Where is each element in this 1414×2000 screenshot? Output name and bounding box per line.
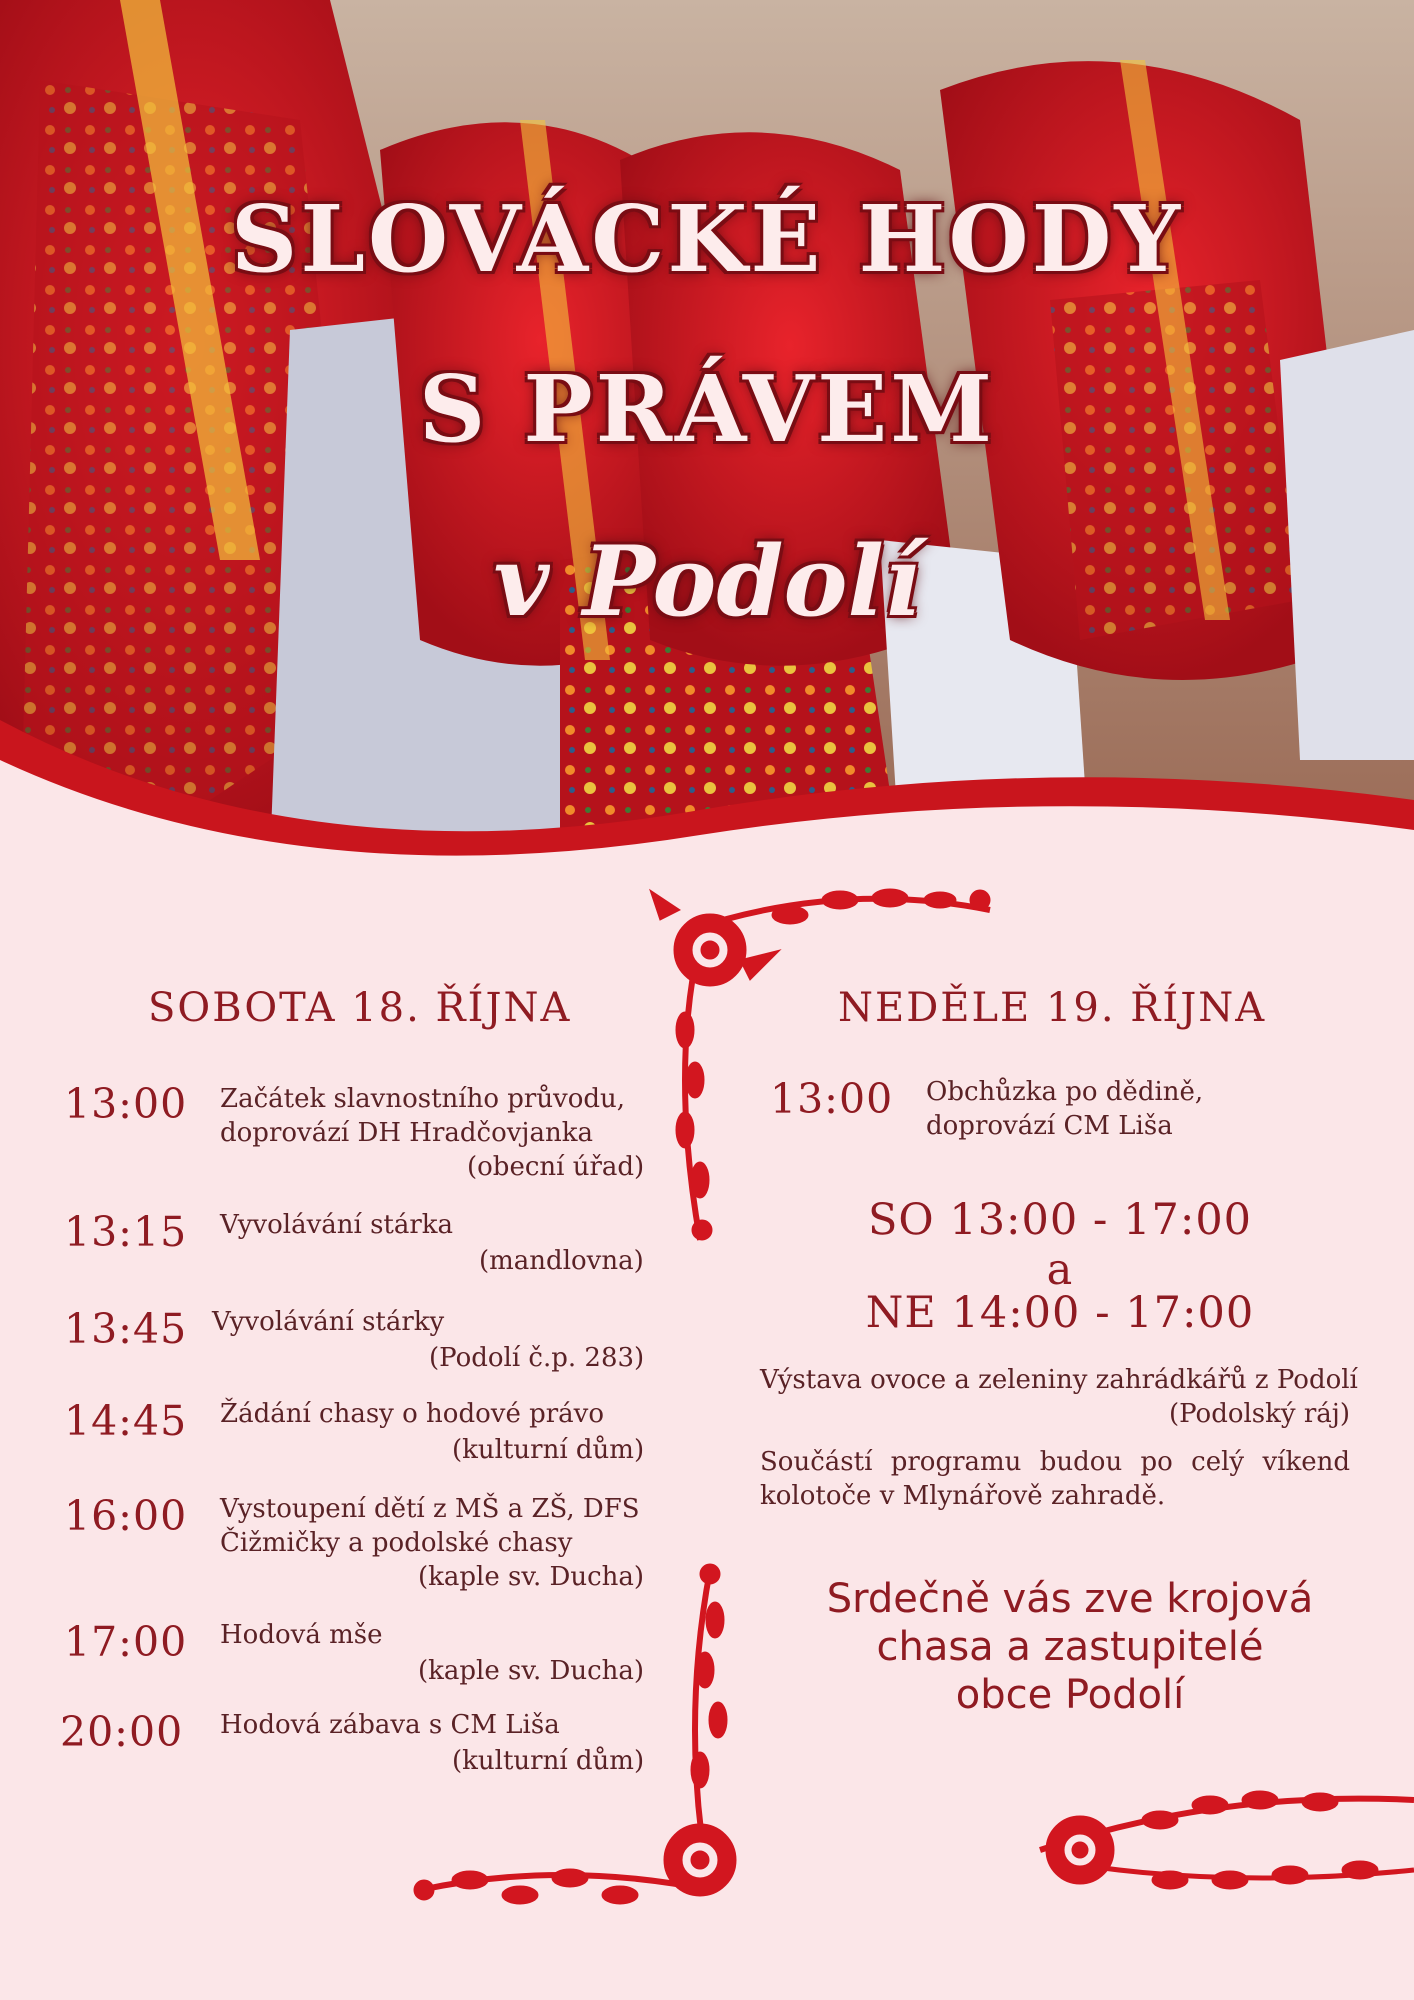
- event-place: (Podolí č.p. 283): [429, 1343, 645, 1373]
- event-place: (kaple sv. Ducha): [418, 1656, 645, 1686]
- event-time: 13:15: [64, 1208, 188, 1256]
- event-time: 16:00: [64, 1492, 188, 1540]
- exhibition-time-saturday: SO 13:00 - 17:00: [867, 1195, 1253, 1245]
- folk-ornament-top-icon: [640, 870, 1010, 1250]
- program-note-line-1: Součástí programu budou po celý víkend: [760, 1447, 1350, 1477]
- event-desc: Obchůzka po dědině,: [926, 1077, 1204, 1107]
- program-note-line-2: kolotoče v Mlynářově zahradě.: [760, 1481, 1166, 1511]
- invitation-line: obce Podolí: [955, 1672, 1185, 1718]
- event-desc: Vystoupení dětí z MŠ a ZŠ, DFS: [220, 1494, 640, 1524]
- event-place: (kulturní dům): [452, 1746, 645, 1776]
- title-line-3: v Podolí: [493, 525, 921, 638]
- event-desc: Žádání chasy o hodové právo: [220, 1399, 605, 1429]
- folk-ornament-bottom-right-icon: [1020, 1730, 1414, 1920]
- event-desc: Vyvolávání stárky: [212, 1307, 445, 1337]
- event-time: 14:45: [64, 1397, 188, 1445]
- exhibition-place: (Podolský ráj): [1168, 1399, 1350, 1429]
- sunday-heading: NEDĚLE 19. ŘÍJNA: [838, 985, 1267, 1031]
- event-place: (kaple sv. Ducha): [418, 1562, 645, 1592]
- event-time: 13:00: [64, 1080, 188, 1128]
- invitation-line: Srdečně vás zve krojová: [826, 1576, 1314, 1622]
- event-desc: doprovází CM Liša: [926, 1111, 1173, 1141]
- exhibition-text: Výstava ovoce a zeleniny zahrádkářů z Podolí: [760, 1365, 1358, 1395]
- exhibition-time-sunday: NE 14:00 - 17:00: [865, 1288, 1255, 1338]
- event-desc: Vyvolávání stárka: [220, 1210, 454, 1240]
- title-line-2: S PRÁVEM: [418, 355, 996, 463]
- event-desc: Hodová zábava s CM Liša: [220, 1710, 560, 1740]
- event-desc: Čižmičky a podolské chasy: [220, 1528, 573, 1558]
- exhibition-and: a: [1046, 1245, 1074, 1295]
- title-line-1: SLOVÁCKÉ HODY: [230, 185, 1184, 293]
- event-time: 13:45: [64, 1305, 188, 1353]
- event-desc: Začátek slavnostního průvodu,: [220, 1084, 626, 1114]
- event-desc: doprovází DH Hradčovjanka: [220, 1118, 593, 1148]
- invitation: [770, 1575, 1370, 1719]
- event-place: (mandlovna): [479, 1246, 644, 1276]
- event-time: 17:00: [64, 1618, 188, 1666]
- invitation-line: chasa a zastupitelé: [876, 1624, 1264, 1670]
- event-desc: Hodová mše: [220, 1620, 383, 1650]
- saturday-heading: SOBOTA 18. ŘÍJNA: [148, 985, 572, 1031]
- event-place: (obecní úřad): [467, 1152, 645, 1182]
- event-time: 13:00: [770, 1075, 894, 1123]
- event-place: (kulturní dům): [452, 1435, 645, 1465]
- event-time: 20:00: [60, 1708, 184, 1756]
